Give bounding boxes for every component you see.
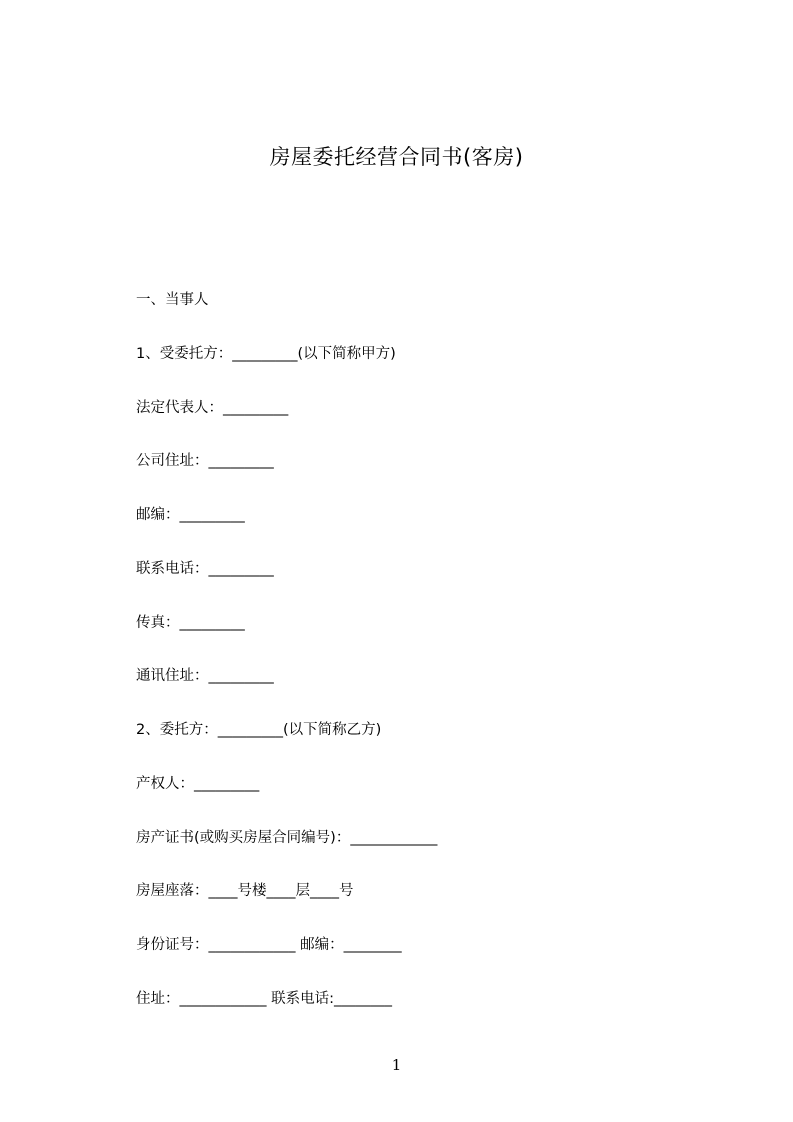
party-a-line: 1、受委托方：_________(以下简称甲方) — [136, 345, 396, 362]
contract-body — [136, 288, 696, 1041]
page-number: 1 — [391, 1056, 402, 1074]
property-owner-line: 产权人：_________ — [136, 775, 260, 792]
postcode-line: 邮编：_________ — [136, 507, 245, 523]
property-location-line: 房屋座落：____号楼____层____号 — [136, 883, 354, 900]
legal-representative-line: 法定代表人：_________ — [136, 399, 289, 416]
mailing-address-line: 通讯住址：_________ — [136, 668, 274, 685]
property-certificate-line: 房产证书(或购买房屋合同编号)：____________ — [136, 829, 438, 846]
page-title: 房屋委托经营合同书(客房) — [269, 145, 524, 169]
address-phone-line: 住址：____________ 联系电话:________ — [136, 990, 392, 1007]
phone-line: 联系电话：_________ — [136, 560, 274, 577]
company-address-line: 公司住址：_________ — [136, 453, 274, 470]
id-number-postcode-line: 身份证号：____________ 邮编：________ — [136, 937, 402, 953]
fax-line: 传真：_________ — [136, 614, 245, 631]
section-heading-parties: 一、当事人 — [136, 292, 209, 308]
party-b-line: 2、委托方：_________(以下简称乙方) — [136, 722, 382, 738]
